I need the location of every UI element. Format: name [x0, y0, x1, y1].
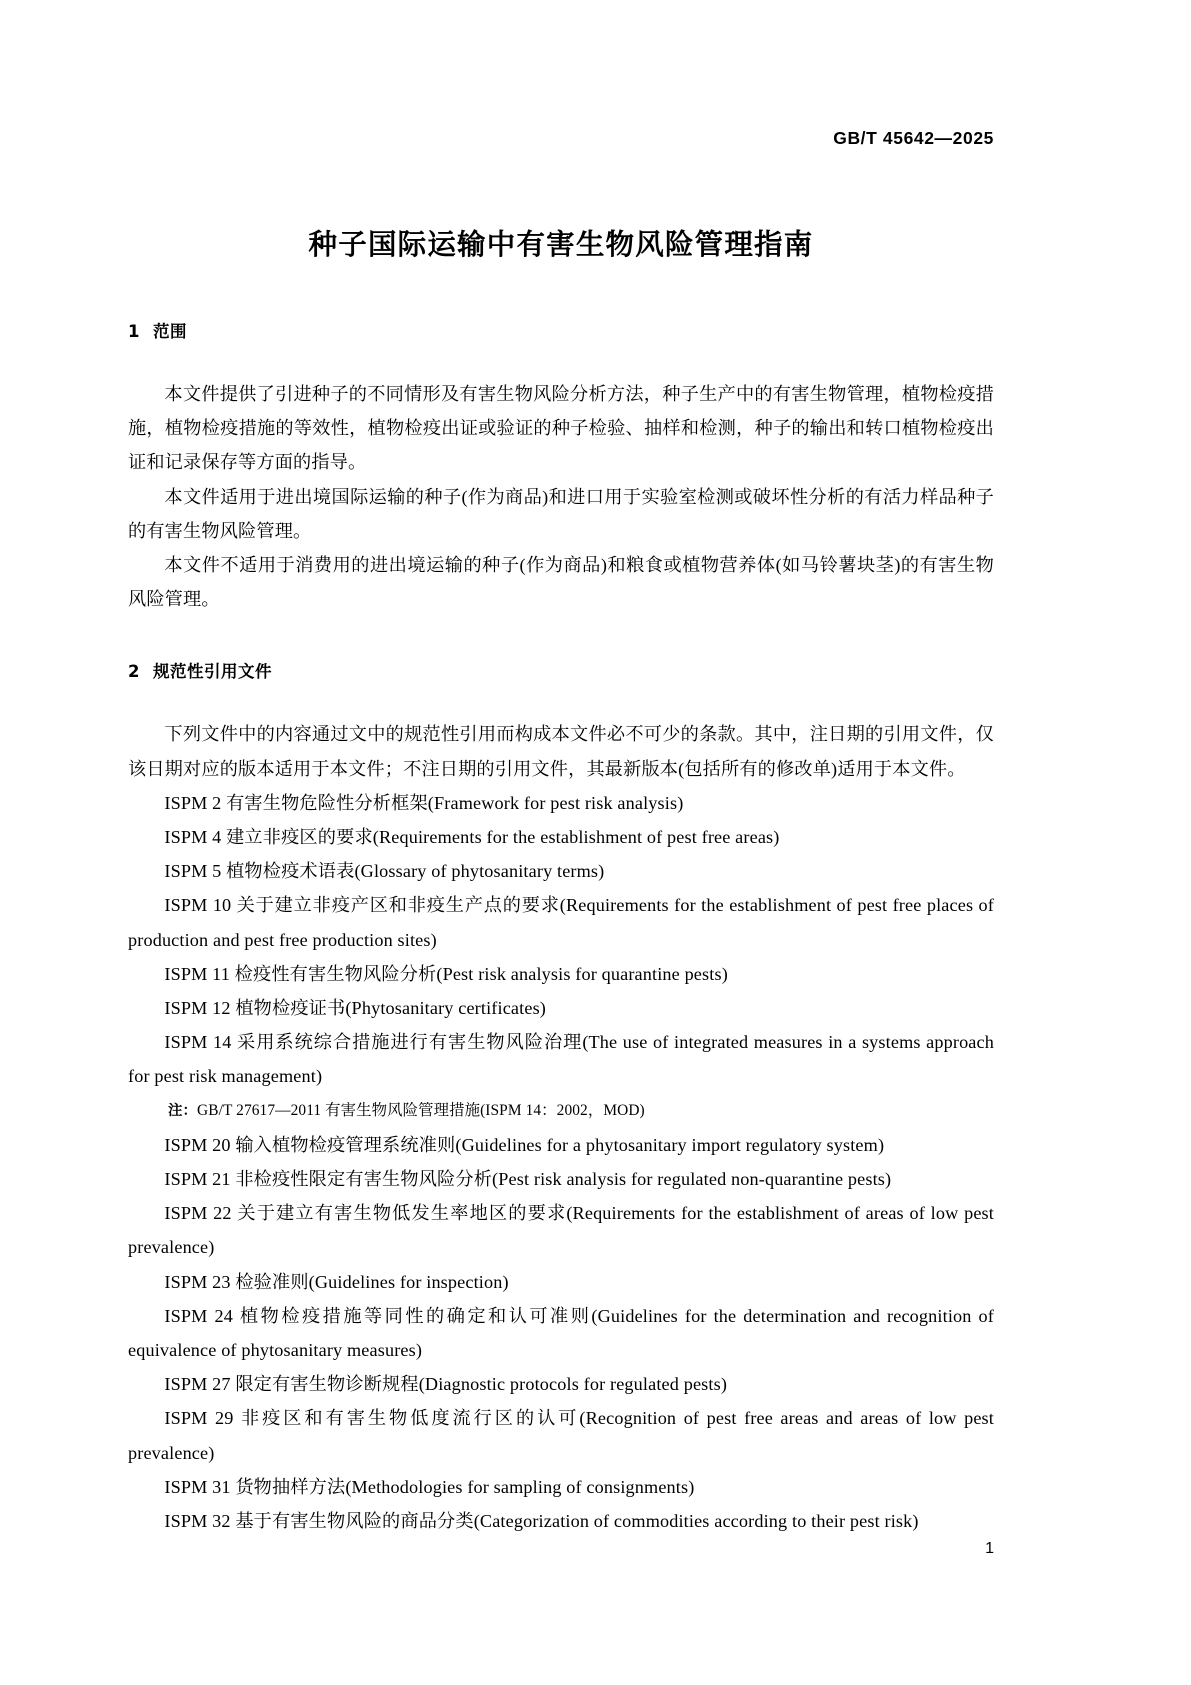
normative-reference-item: ISPM 5 植物检疫术语表(Glossary of phytosanitary terms)	[164, 861, 605, 882]
normative-reference-item: ISPM 21 非检疫性限定有害生物风险分析(Pest risk analysis for regulated non-quarantine pests)	[164, 1169, 892, 1190]
normative-reference-item: ISPM 31 货物抽样方法(Methodologies for sampling of consignments)	[164, 1476, 695, 1497]
clause-1-paragraph-2: 本文件适用于进出境国际运输的种子(作为商品)和进口用于实验室检测或破坏性分析的有活力样品种子的有害生物风险管理。	[128, 486, 994, 541]
spacer	[128, 342, 994, 377]
clause-1-number: 1	[128, 322, 140, 341]
normative-reference-item: ISPM 32 基于有害生物风险的商品分类(Categorization of commodities according to their pest risk)	[164, 1511, 919, 1532]
normative-reference-item: ISPM 4 建立非疫区的要求(Requirements for the establishment of pest free areas)	[164, 827, 780, 848]
normative-reference-item: ISPM 2 有害生物危险性分析框架(Framework for pest risk analysis)	[164, 792, 684, 813]
normative-reference-item: ISPM 12 植物检疫证书(Phytosanitary certificates)	[164, 998, 547, 1019]
normative-reference-item: ISPM 20 输入植物检疫管理系统准则(Guidelines for a phytosanitary import regulatory system)	[164, 1134, 885, 1155]
running-header	[128, 128, 994, 149]
page-number: 1	[985, 1540, 994, 1557]
note-label: 注：	[168, 1102, 198, 1119]
normative-reference-item: ISPM 23 检验准则(Guidelines for inspection)	[164, 1271, 509, 1292]
clause-1-title: 范围	[152, 322, 187, 341]
clause-1-heading	[128, 318, 994, 342]
note-text: GB/T 27617—2011 有害生物风险管理措施(ISPM 14：2002，MOD)	[197, 1101, 645, 1119]
spacer	[128, 682, 994, 717]
normative-reference-item: ISPM 22 关于建立有害生物低发生率地区的要求(Requirements for the establishment of areas of low pest prevalence)	[128, 1203, 994, 1258]
normative-reference-item: ISPM 10 关于建立非疫产区和非疫生产点的要求(Requirements for the establishment of pest free places of production and pest free production sites)	[128, 895, 994, 950]
clause-1-paragraph-3: 本文件不适用于消费用的进出境运输的种子(作为商品)和粮食或植物营养体(如马铃薯块茎)的有害生物风险管理。	[128, 555, 994, 610]
normative-reference-item: ISPM 29 非疫区和有害生物低度流行区的认可(Recognition of pest free areas and areas of low pest prevalence)	[128, 1408, 994, 1463]
normative-reference-item: ISPM 14 采用系统综合措施进行有害生物风险治理(The use of integrated measures in a systems approach for pest risk management)	[128, 1032, 994, 1087]
clause-1-paragraph-1: 本文件提供了引进种子的不同情形及有害生物风险分析方法，种子生产中的有害生物管理，植物检疫措施，植物检疫措施的等效性，植物检疫出证或验证的种子检验、抽样和检测，种子的输出和转口植物检疫出证和记录保存等方面的指导。	[128, 384, 994, 473]
spacer	[128, 616, 994, 658]
normative-reference-item: ISPM 11 检疫性有害生物风险分析(Pest risk analysis for quarantine pests)	[164, 963, 728, 984]
normative-reference-item: ISPM 24 植物检疫措施等同性的确定和认可准则(Guidelines for the determination and recognition of equivalence of phytosanitary measures)	[128, 1305, 994, 1361]
page-title: 种子国际运输中有害生物风险管理指南	[308, 228, 814, 261]
clause-2-title: 规范性引用文件	[152, 662, 272, 682]
normative-reference-note	[128, 1094, 994, 1128]
normative-reference-item: ISPM 27 限定有害生物诊断规程(Diagnostic protocols for regulated pests)	[164, 1374, 728, 1395]
clause-2-heading	[128, 658, 994, 682]
clause-2-number: 2	[128, 662, 140, 682]
clause-2-intro: 下列文件中的内容通过文中的规范性引用而构成本文件必不可少的条款。其中，注日期的引用文件，仅该日期对应的版本适用于本文件；不注日期的引用文件，其最新版本(包括所有的修改单)适用于本文件。	[128, 724, 994, 779]
standard-designation: GB/T 45642—2025	[833, 128, 994, 148]
document-body	[128, 318, 994, 1538]
